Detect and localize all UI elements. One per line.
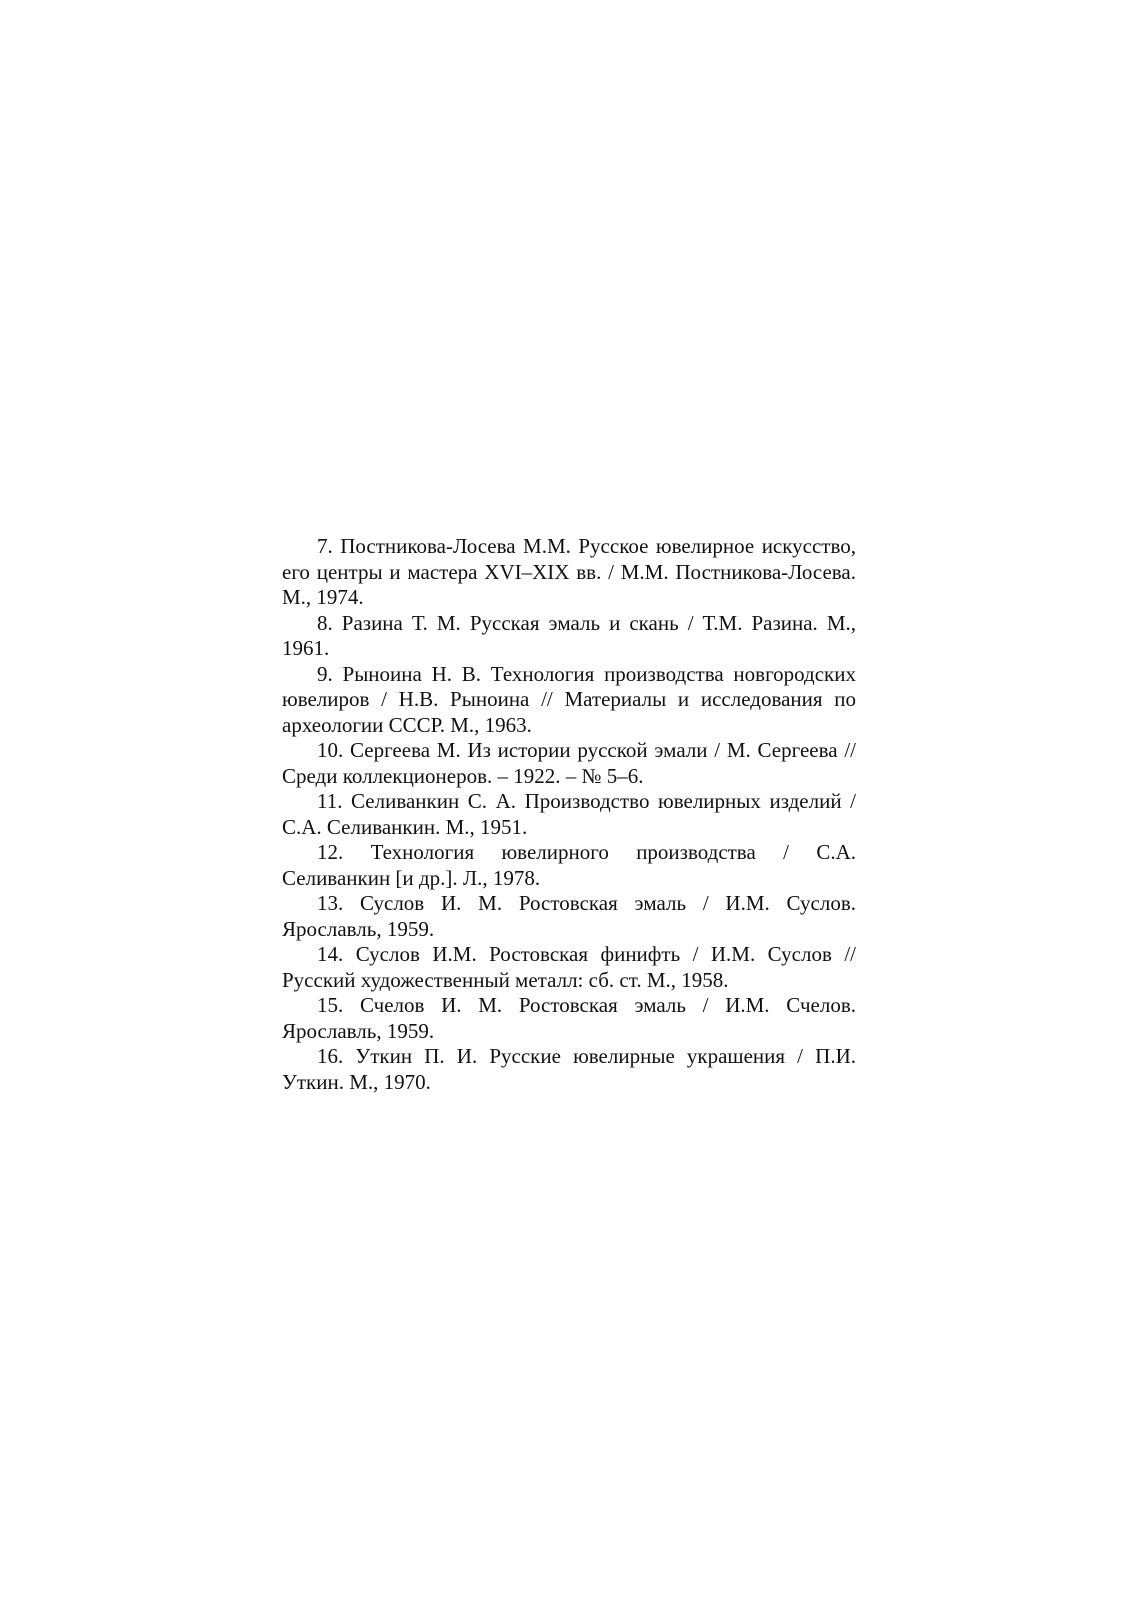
bibliography-entry: 16. Уткин П. И. Русские ювелирные украшения / П.И. Уткин. М., 1970. bbox=[282, 1044, 856, 1094]
bibliography-entry: 14. Суслов И.М. Ростовская финифть / И.М. Суслов // Русский художественный металл: сб. ст. М., 1958. bbox=[282, 942, 856, 992]
bibliography-entry: 12. Технология ювелирного производства / С.А. Селиванкин [и др.]. Л., 1978. bbox=[282, 840, 856, 890]
bibliography-entry: 15. Счелов И. М. Ростовская эмаль / И.М. Счелов. Ярославль, 1959. bbox=[282, 993, 856, 1043]
bibliography-entry: 11. Селиванкин С. А. Производство ювелирных изделий / С.А. Селиванкин. М., 1951. bbox=[282, 789, 856, 839]
bibliography-entry: 7. Постникова-Лосева М.М. Русское ювелирное искусство, его центры и мастера XVI–XIX вв. / М.М. Постникова-Лосева. М., 1974. bbox=[282, 534, 856, 609]
bibliography-list bbox=[282, 534, 856, 1095]
bibliography-entry: 8. Разина Т. М. Русская эмаль и скань / Т.М. Разина. М., 1961. bbox=[282, 610, 856, 660]
bibliography-entry: 13. Суслов И. М. Ростовская эмаль / И.М. Суслов. Ярославль, 1959. bbox=[282, 891, 856, 941]
bibliography-entry: 10. Сергеева М. Из истории русской эмали / М. Сергеева // Среди коллекционеров. – 1922. – № 5–6. bbox=[282, 738, 856, 788]
bibliography-entry: 9. Рыноина Н. В. Технология производства новгородских ювелиров / Н.В. Рыноина // Материалы и исследования по археологии СССР. М., 1963. bbox=[282, 661, 856, 737]
